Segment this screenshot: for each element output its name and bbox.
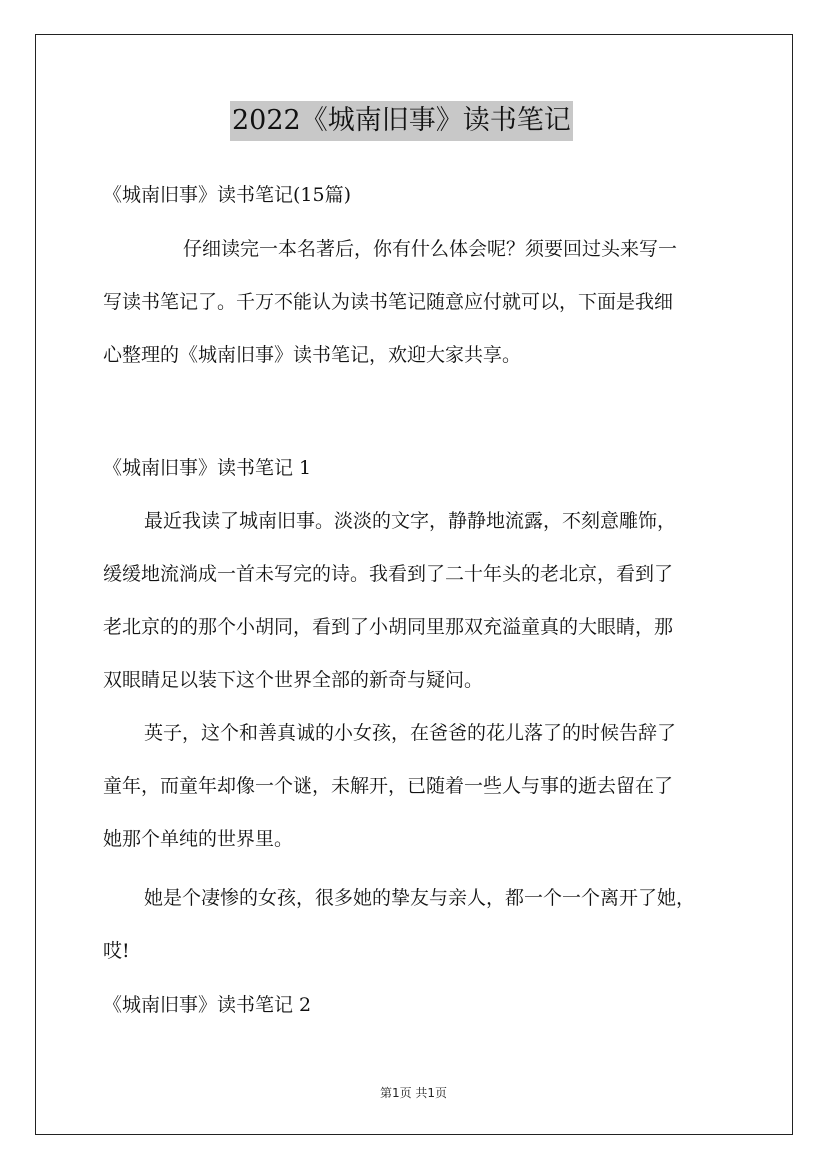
para1-line-4: 双眼睛足以装下这个世界全部的新奇与疑问。 <box>103 669 484 691</box>
document-title: 2022《城南旧事》读书笔记 <box>230 101 573 141</box>
para2-line-3: 她那个单纯的世界里。 <box>103 828 294 850</box>
para2-line-2: 童年，而童年却像一个谜，未解开，已随着一些人与事的逝去留在了 <box>103 775 674 797</box>
para2-line-1: 英子，这个和善真诚的小女孩，在爸爸的花儿落了的时候告辞了 <box>144 722 677 744</box>
para1-line-2: 缓缓地流淌成一首未写完的诗。我看到了二十年头的老北京，看到了 <box>103 563 674 585</box>
intro-line-1: 仔细读完一本名著后，你有什么体会呢？须要回过头来写一 <box>183 238 678 260</box>
intro-line-3: 心整理的《城南旧事》读书笔记，欢迎大家共享。 <box>103 344 522 366</box>
para1-line-1: 最近我读了城南旧事。淡淡的文字，静静地流露，不刻意雕饰， <box>144 510 677 532</box>
para1-line-3: 老北京的的那个小胡同，看到了小胡同里那双充溢童真的大眼睛，那 <box>103 616 674 638</box>
section-1-heading: 《城南旧事》读书笔记 1 <box>103 457 312 479</box>
para3-line-1: 她是个凄惨的女孩，很多她的挚友与亲人，都一个一个离开了她， <box>144 887 696 909</box>
para3-line-2: 哎! <box>103 940 130 962</box>
section-2-heading: 《城南旧事》读书笔记 2 <box>103 994 312 1016</box>
page-footer: 第1页 共1页 <box>379 1086 448 1100</box>
intro-line-2: 写读书笔记了。千万不能认为读书笔记随意应付就可以，下面是我细 <box>103 291 674 313</box>
document-subtitle: 《城南旧事》读书笔记(15篇) <box>103 184 352 206</box>
